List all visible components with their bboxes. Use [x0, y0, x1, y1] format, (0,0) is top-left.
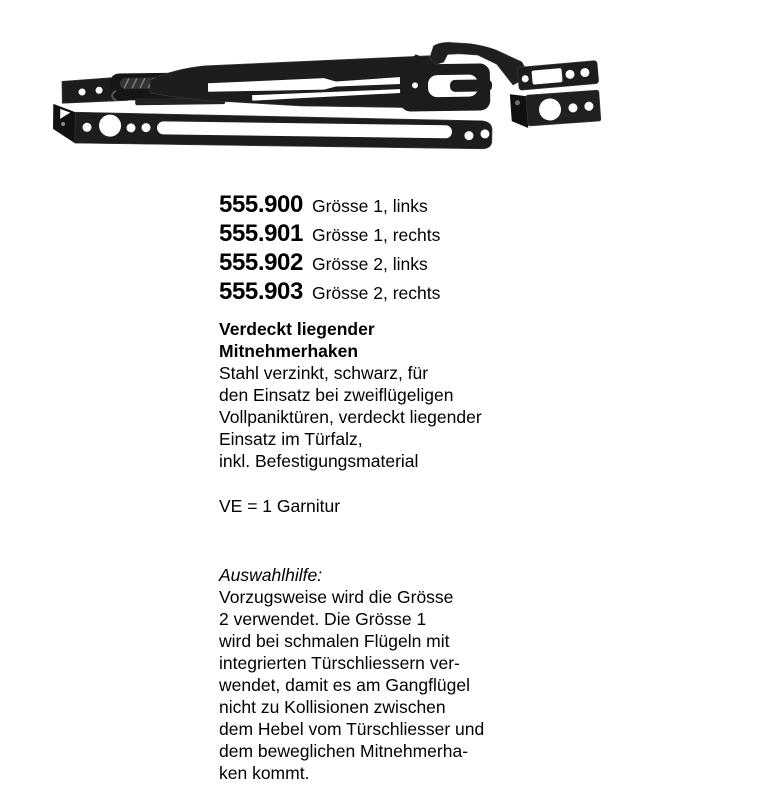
article-variant: Grösse 2, rechts: [311, 283, 441, 303]
product-photo: [0, 0, 766, 180]
angle-bracket: [510, 88, 601, 129]
article-variant: Grösse 1, rechts: [311, 225, 441, 245]
article-row: [219, 191, 559, 220]
article-code: 555.900: [219, 191, 303, 218]
selection-help: Auswahlhilfe: Vorzugsweise wird die Grösse 2 verwendet. Die Grösse 1 wird bei schmalen Flügeln mit integrierten Türschliessern ver- wendet, damit es am Gangflügel nicht zu Kollisionen zwischen dem Hebel vom Türschliesser und dem beweglichen Mitnehmerha- ken kommt.: [219, 564, 559, 784]
article-row: [219, 278, 559, 307]
product-text-column: [219, 191, 559, 784]
article-number-list: [219, 191, 559, 307]
article-code: 555.903: [219, 278, 303, 305]
packaging-unit: VE = 1 Garnitur: [219, 496, 341, 516]
article-variant: Grösse 1, links: [311, 196, 428, 216]
article-variant: Grösse 2, links: [311, 254, 428, 274]
driver-bar: [61, 41, 530, 116]
article-row: [219, 249, 559, 278]
article-row: [219, 220, 559, 249]
selection-help-heading: Auswahlhilfe:: [219, 565, 323, 585]
product-description: Stahl verzinkt, schwarz, für den Einsatz bei zweiflügeligen Vollpaniktüren, verdeckt liegender Einsatz im Türfalz, inkl. Befestigungsmaterial: [219, 363, 482, 471]
hardware-parts-illustration: [0, 0, 766, 180]
article-code: 555.902: [219, 249, 303, 276]
product-title: Verdeckt liegender Mitnehmerhaken: [219, 319, 375, 361]
striker-plate: [517, 60, 599, 90]
article-code: 555.901: [219, 220, 303, 247]
